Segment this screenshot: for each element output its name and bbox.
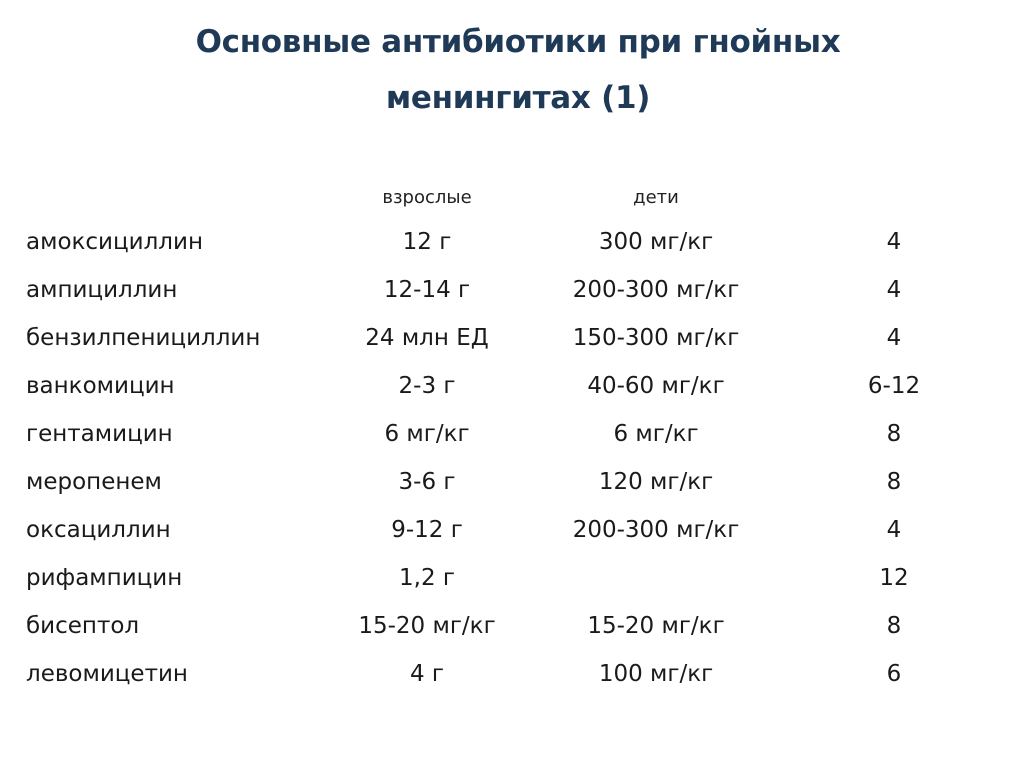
table-row — [0, 362, 1024, 410]
drug-name: ампициллин — [26, 277, 178, 303]
table-row — [0, 218, 1024, 266]
adult-dose: 24 млн ЕД — [365, 325, 489, 351]
child-dose: 200-300 мг/кг — [572, 517, 740, 543]
dose-frequency: 6 — [886, 661, 902, 687]
table-row — [0, 266, 1024, 314]
adult-dose: 6 мг/кг — [384, 421, 470, 447]
slide-title-line-2: менингитах (1) — [385, 80, 651, 116]
dose-frequency: 8 — [886, 421, 902, 447]
table-row — [0, 506, 1024, 554]
table-row — [0, 410, 1024, 458]
dose-frequency: 4 — [886, 277, 902, 303]
drug-name: левомицетин — [26, 661, 188, 687]
adult-dose: 12 г — [402, 229, 452, 255]
adult-dose: 15-20 мг/кг — [358, 613, 496, 639]
drug-name: рифампицин — [26, 565, 183, 591]
table-row — [0, 602, 1024, 650]
adult-dose: 2-3 г — [398, 373, 456, 399]
dose-frequency: 4 — [886, 229, 902, 255]
drug-name: бензилпенициллин — [26, 325, 261, 351]
child-dose: 200-300 мг/кг — [572, 277, 740, 303]
table-row — [0, 554, 1024, 602]
dose-frequency: 8 — [886, 469, 902, 495]
child-dose: 15-20 мг/кг — [587, 613, 725, 639]
drug-name: ванкомицин — [26, 373, 175, 399]
child-dose: 120 мг/кг — [598, 469, 714, 495]
column-header-children: дети — [633, 187, 679, 208]
column-header-adults: взрослые — [382, 187, 472, 208]
dose-frequency: 6-12 — [867, 373, 921, 399]
drug-name: меропенем — [26, 469, 162, 495]
table-row — [0, 650, 1024, 698]
dose-frequency: 4 — [886, 325, 902, 351]
child-dose: 6 мг/кг — [613, 421, 699, 447]
table-row — [0, 458, 1024, 506]
drug-name: бисептол — [26, 613, 140, 639]
dose-frequency: 12 — [879, 565, 909, 591]
adult-dose: 1,2 г — [399, 565, 455, 591]
adult-dose: 9-12 г — [391, 517, 463, 543]
dose-frequency: 8 — [886, 613, 902, 639]
table-row — [0, 314, 1024, 362]
drug-name: амоксициллин — [26, 229, 203, 255]
dose-frequency: 4 — [886, 517, 902, 543]
slide-title-line-1: Основные антибиотики при гнойных — [195, 24, 841, 60]
child-dose: 40-60 мг/кг — [587, 373, 725, 399]
drug-name: оксациллин — [26, 517, 171, 543]
adult-dose: 3-6 г — [398, 469, 456, 495]
drug-name: гентамицин — [26, 421, 173, 447]
child-dose: 150-300 мг/кг — [572, 325, 740, 351]
child-dose: 300 мг/кг — [598, 229, 714, 255]
adult-dose: 4 г — [409, 661, 445, 687]
child-dose: 100 мг/кг — [598, 661, 714, 687]
adult-dose: 12-14 г — [383, 277, 471, 303]
